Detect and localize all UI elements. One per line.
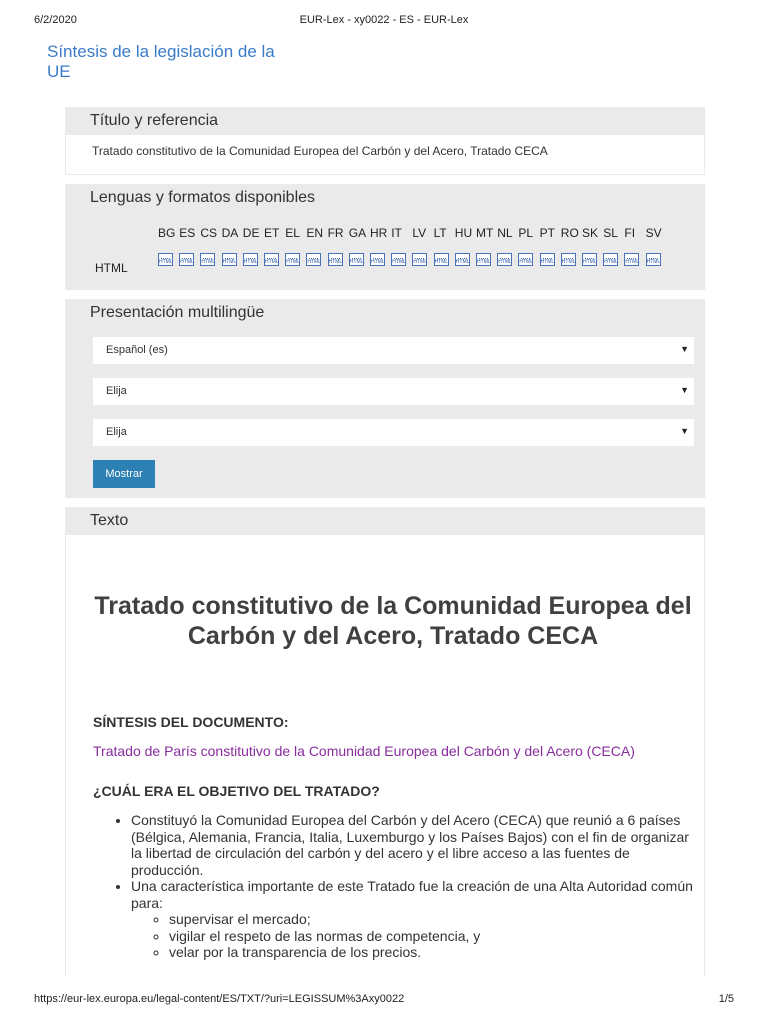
language-code-mt: MT <box>476 226 494 240</box>
sub-list-item: ◦ supervisar el mercado; <box>169 911 698 928</box>
language-code-cs: CS <box>200 226 218 240</box>
language-code-sk: SK <box>582 226 599 240</box>
title-reference-panel <box>65 107 705 175</box>
language-select-3-value: Elija <box>106 426 127 438</box>
language-code-fi: FI <box>624 226 636 240</box>
language-select-3[interactable] <box>93 419 694 446</box>
html-file-icon-text: HTML <box>604 259 618 265</box>
dropdown-arrow-icon: ▼ <box>680 426 689 436</box>
language-select-1-value: Español (es) <box>106 344 168 356</box>
html-file-icon-text: HTML <box>519 259 534 265</box>
title-reference-heading: Título y referencia <box>90 112 219 129</box>
html-file-icon[interactable] <box>582 253 597 266</box>
text-heading: Texto <box>90 512 129 529</box>
html-file-icon[interactable] <box>561 253 576 266</box>
html-file-icon-text: HTML <box>540 259 555 265</box>
language-select-1[interactable] <box>93 337 694 364</box>
language-code-nl: NL <box>497 226 513 240</box>
html-file-icon[interactable] <box>243 253 258 266</box>
html-file-icon[interactable] <box>179 253 194 266</box>
dropdown-arrow-icon: ▼ <box>680 385 689 395</box>
sub-list <box>131 911 698 961</box>
html-file-icon[interactable] <box>434 253 449 266</box>
list-item: • Constituyó la Comunidad Europea del Carbón y del Acero (CECA) que reunió a 6 países (Bélgica, Alemania, Francia, Italia, Luxemburgo y los Países Bajos) con el fin de organizar la libertad de circulación del carbón y del acero y el libre acceso a las fuentes de producción. <box>131 812 698 878</box>
html-file-icon-text: HTML <box>625 259 640 265</box>
language-code-ga: GA <box>348 226 367 240</box>
language-select-2-value: Elija <box>106 385 127 397</box>
html-file-icon-text: HTML <box>455 259 470 265</box>
html-file-icon[interactable] <box>328 253 343 266</box>
html-file-icon[interactable] <box>200 253 215 266</box>
html-file-icon[interactable] <box>497 253 512 266</box>
html-file-icon-text: HTML <box>328 259 343 265</box>
html-file-icon[interactable] <box>158 253 173 266</box>
html-file-icon[interactable] <box>412 253 427 266</box>
language-select-2[interactable] <box>93 378 694 405</box>
html-file-icon-text: HTML <box>243 259 258 265</box>
html-file-icon[interactable] <box>518 253 533 266</box>
html-file-icon-text: HTML <box>222 259 237 265</box>
html-file-icon-text: HTML <box>646 259 661 265</box>
list-item <box>131 878 698 961</box>
sub-list-item: ◦ velar por la transparencia de los precios. <box>169 944 698 961</box>
html-file-icon[interactable] <box>285 253 300 266</box>
html-file-icon[interactable] <box>349 253 364 266</box>
show-button[interactable]: Mostrar <box>93 460 155 488</box>
summary-link[interactable]: Tratado de París constitutivo de la Comunidad Europea del Carbón y del Acero (CECA) <box>93 743 635 759</box>
html-file-icon-text: HTML <box>371 259 385 265</box>
html-file-icon-text: HTML <box>265 259 279 265</box>
document-title: Tratado constitutivo de la Comunidad Europea del Carbón y del Acero, Tratado CECA <box>94 592 692 650</box>
language-code-en: EN <box>306 226 324 240</box>
format-label-html: HTML <box>95 261 128 275</box>
language-code-pt: PT <box>539 226 555 240</box>
html-file-icon[interactable] <box>540 253 555 266</box>
title-reference-text: Tratado constitutivo de la Comunidad Europea del Carbón y del Acero, Tratado CECA <box>66 135 704 174</box>
language-code-es: ES <box>179 226 196 240</box>
html-file-icon[interactable] <box>306 253 321 266</box>
html-file-icon[interactable] <box>603 253 618 266</box>
html-file-icon-text: HTML <box>413 259 428 265</box>
languages-formats-heading: Lenguas y formatos disponibles <box>90 189 316 206</box>
html-file-icon[interactable] <box>391 253 406 266</box>
print-url: https://eur-lex.europa.eu/legal-content/ES/TXT/?uri=LEGISSUM%3Axy0022 <box>34 993 405 1005</box>
language-code-ro: RO <box>560 226 579 240</box>
language-code-it: IT <box>391 226 402 240</box>
print-doc-title: EUR-Lex - xy0022 - ES - EUR-Lex <box>299 14 469 26</box>
html-file-icon-text: HTML <box>477 259 491 265</box>
print-page-number: 1/5 <box>718 993 734 1005</box>
sub-list-item: ◦ vigilar el respeto de las normas de competencia, y <box>169 928 698 945</box>
language-code-bg: BG <box>158 226 176 240</box>
html-file-icon[interactable] <box>646 253 661 266</box>
html-file-icon[interactable] <box>222 253 237 266</box>
language-code-el: EL <box>285 226 300 240</box>
html-file-icon-text: HTML <box>583 259 597 265</box>
html-file-icon-text: HTML <box>286 259 300 265</box>
html-file-icon-text: HTML <box>498 259 512 265</box>
print-date: 6/2/2020 <box>34 14 77 26</box>
html-file-icon-text: HTML <box>561 259 576 265</box>
language-code-hu: HU <box>454 226 473 240</box>
language-code-fr: FR <box>327 226 344 240</box>
html-file-icon-text: HTML <box>159 259 173 265</box>
language-code-et: ET <box>264 226 280 240</box>
language-code-lv: LV <box>412 226 427 240</box>
html-file-icon-text: HTML <box>392 259 406 265</box>
html-file-icon-text: HTML <box>349 259 364 265</box>
html-file-icon-text: HTML <box>201 259 216 265</box>
language-code-sl: SL <box>603 226 618 240</box>
html-file-icon[interactable] <box>264 253 279 266</box>
site-title-link[interactable]: Síntesis de la legislación de la UE <box>47 42 275 81</box>
objective-list <box>93 812 698 961</box>
language-code-sv: SV <box>645 226 662 240</box>
html-file-icon[interactable] <box>455 253 470 266</box>
list-item-text: Una característica importante de este Tratado fue la creación de una Alta Autoridad común para: <box>131 878 693 911</box>
html-file-icon-text: HTML <box>434 259 449 265</box>
html-file-icon[interactable] <box>370 253 385 266</box>
dropdown-arrow-icon: ▼ <box>680 344 689 354</box>
multilingual-heading: Presentación multilingüe <box>90 304 265 321</box>
language-code-de: DE <box>242 226 260 240</box>
summary-heading: SÍNTESIS DEL DOCUMENTO: <box>93 714 289 730</box>
language-code-hr: HR <box>370 226 388 240</box>
html-file-icon-text: HTML <box>307 259 322 265</box>
language-code-da: DA <box>221 226 239 240</box>
language-code-pl: PL <box>518 226 534 240</box>
language-code-lt: LT <box>433 226 447 240</box>
html-file-icon[interactable] <box>624 253 639 266</box>
objective-heading: ¿CUÁL ERA EL OBJETIVO DEL TRATADO? <box>93 783 380 799</box>
html-file-icon[interactable] <box>476 253 491 266</box>
html-file-icon-text: HTML <box>180 259 194 265</box>
